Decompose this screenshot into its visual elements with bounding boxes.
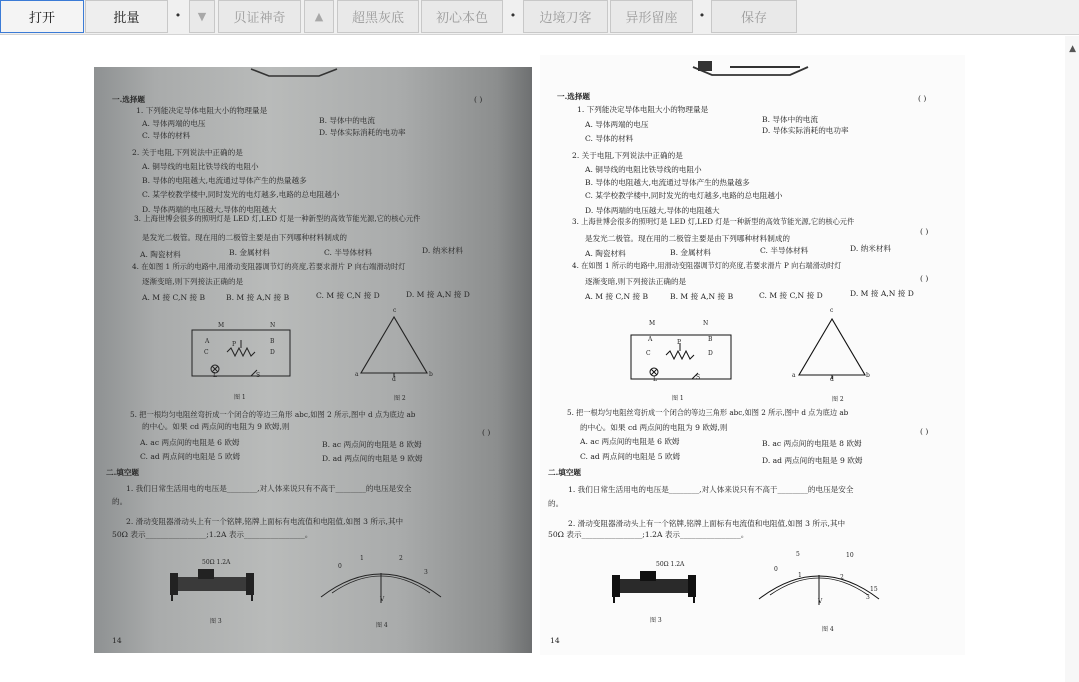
processed-scan-page [540, 55, 965, 655]
option-text: C. M 接 C,N 接 D [316, 291, 380, 300]
option-text: D. M 接 A,N 接 D [850, 289, 914, 298]
question-text: 2. 关于电阻,下列说法中正确的是 [132, 148, 243, 157]
original-photo-page [94, 67, 532, 653]
question-text: 50Ω 表示________________;1.2A 表示________________。 [548, 530, 749, 539]
circuit-label: P [232, 341, 237, 348]
circuit-label: N [270, 322, 276, 329]
option-text: B. ac 两点间的电阻是 8 欧姆 [322, 440, 422, 449]
nameplate-label: 50Ω 1.2A [202, 559, 231, 566]
option-text: B. 金属材料 [670, 248, 711, 257]
triangle-label: c [830, 307, 834, 314]
answer-paren: ( ) [920, 274, 929, 283]
rheostat-image [168, 567, 258, 603]
circuit-label: S [696, 374, 701, 381]
option-text: B. M 接 A,N 接 B [670, 292, 734, 301]
up-arrow-button[interactable] [304, 0, 334, 33]
option-text: D. 纳米材料 [850, 244, 892, 253]
separator-dot: • [174, 9, 182, 22]
answer-paren: ( ) [482, 428, 491, 437]
irregular-button[interactable]: 异形留座 [610, 0, 693, 33]
option-text: A. 导体两端的电压 [142, 119, 206, 128]
down-arrow-button[interactable] [189, 0, 215, 33]
option-text: D. 导体两端的电压越大,导体的电阻越大 [142, 205, 277, 214]
option-text: C. 半导体材料 [760, 246, 809, 255]
option-text: A. 陶瓷材料 [140, 250, 181, 259]
triangle-label: a [792, 372, 796, 379]
question-text: 3. 上海世博会很多的照明灯是 LED 灯,LED 灯是一种新型的高效节能光源,它的核心元件 [572, 217, 855, 226]
triangle-diagram [359, 315, 429, 377]
circuit-label: N [703, 320, 709, 327]
open-button[interactable]: 打开 [0, 0, 84, 33]
question-text: 是发光二极管。现在用的二极管主要是由下列哪种材料制成的 [585, 234, 791, 243]
figure-caption: 图 4 [376, 622, 388, 629]
edge-cut-button[interactable]: 边境刀客 [523, 0, 608, 33]
circuit-label: S [256, 372, 261, 379]
proof-button[interactable]: 贝证神奇 [218, 0, 301, 33]
answer-paren: ( ) [920, 427, 929, 436]
option-text: D. M 接 A,N 接 D [406, 290, 470, 299]
dial-label: 1 [798, 572, 802, 579]
triangle-label: d [830, 376, 834, 383]
figure-caption: 图 3 [210, 618, 222, 625]
dial-label: 2 [840, 574, 844, 581]
option-text: A. 铜导线的电阻比铁导线的电阻小 [142, 162, 259, 171]
option-text: A. M 接 C,N 接 B [585, 292, 649, 301]
option-text: A. ac 两点间的电阻是 6 欧姆 [580, 437, 680, 446]
scrollbar[interactable] [1065, 36, 1079, 682]
page-number: 14 [112, 636, 122, 645]
option-text: B. M 接 A,N 接 B [226, 293, 290, 302]
triangle-up-icon: ▲ [314, 10, 324, 23]
dial-label: 3 [866, 594, 870, 601]
original-color-button[interactable]: 初心本色 [421, 0, 503, 33]
circuit-label: B [270, 338, 275, 345]
scroll-up-icon[interactable]: ▲ [1069, 44, 1076, 54]
figure-caption: 图 2 [832, 396, 844, 403]
toolbar [0, 0, 1079, 35]
option-text: C. 某学校教学楼中,同时发光的电灯越多,电路的总电阻越小 [585, 191, 783, 200]
option-text: A. M 接 C,N 接 B [142, 293, 206, 302]
figure-caption: 图 4 [822, 626, 834, 633]
option-text: B. 金属材料 [229, 248, 270, 257]
option-text: C. ad 两点间的电阻是 5 欧姆 [580, 452, 681, 461]
circuit-label: L [213, 372, 217, 379]
dial-label: V [818, 598, 823, 605]
triangle-label: d [392, 376, 396, 383]
dial-label: 1 [360, 555, 364, 562]
question-text: 的。 [548, 499, 564, 508]
option-text: B. 导体的电阻越大,电流通过导体产生的热量越多 [585, 178, 750, 187]
circuit-diagram [628, 327, 740, 387]
question-text: 是发光二极管。现在用的二极管主要是由下列哪种材料制成的 [142, 233, 348, 242]
figure-caption: 图 1 [672, 395, 684, 402]
figure-caption: 图 1 [234, 394, 246, 401]
triangle-label: c [393, 307, 397, 314]
dial-label: 10 [846, 552, 854, 559]
question-text: 的。 [112, 497, 128, 506]
option-text: A. 陶瓷材料 [585, 249, 626, 258]
circuit-label: P [677, 339, 682, 346]
header-decoration [690, 57, 810, 79]
question-text: 50Ω 表示________________;1.2A 表示________________。 [112, 530, 313, 539]
batch-button[interactable]: 批量 [85, 0, 168, 33]
option-text: D. 纳米材料 [422, 246, 464, 255]
option-text: C. 导体的材料 [142, 131, 191, 140]
separator-dot: • [698, 9, 706, 22]
section-title: 二.填空题 [106, 468, 140, 477]
circuit-label: M [649, 320, 656, 327]
circuit-label: B [708, 336, 713, 343]
save-button[interactable]: 保存 [711, 0, 797, 33]
question-text: 的中心。如果 cd 两点间的电阻为 9 欧姆,则 [580, 423, 728, 432]
triangle-label: a [355, 371, 359, 378]
option-text: D. 导体实际消耗的电功率 [762, 126, 849, 135]
section-title: 二.填空题 [548, 468, 582, 477]
dark-gray-button[interactable]: 超黑灰底 [337, 0, 419, 33]
separator-dot: • [509, 9, 517, 22]
triangle-label: b [866, 372, 870, 379]
circuit-label: C [646, 350, 651, 357]
section-title: 一.选择题 [112, 95, 146, 104]
option-text: C. ad 两点间的电阻是 5 欧姆 [140, 452, 241, 461]
question-text: 4. 在如图 1 所示的电路中,用滑动变阻器调节灯的亮度,若要求滑片 P 向右端滑动时灯 [572, 261, 842, 270]
dial-label: 2 [399, 555, 403, 562]
option-text: C. M 接 C,N 接 D [759, 291, 823, 300]
nameplate-label: 50Ω 1.2A [656, 561, 685, 568]
option-text: C. 半导体材料 [324, 248, 373, 257]
option-text: A. 导体两端的电压 [585, 120, 649, 129]
rheostat-image [610, 569, 700, 605]
triangle-down-icon: ▼ [197, 10, 207, 23]
circuit-label: L [653, 376, 657, 383]
question-text: 逐渐变暗,则下列接法正确的是 [585, 277, 687, 286]
question-text: 1. 我们日常生活用电的电压是________,对人体来说只有不高于________的电压是安全 [568, 485, 854, 494]
option-text: A. ac 两点间的电阻是 6 欧姆 [140, 438, 240, 447]
question-text: 2. 关于电阻,下列说法中正确的是 [572, 151, 683, 160]
page-number: 14 [550, 636, 560, 645]
question-text: 1. 下列能决定导体电阻大小的物理量是 [577, 105, 709, 114]
dial-label: 3 [424, 569, 428, 576]
circuit-label: C [204, 349, 209, 356]
option-text: D. ad 两点间的电阻是 9 欧姆 [762, 456, 863, 465]
circuit-label: D [270, 349, 275, 356]
dial-label: 0 [774, 566, 778, 573]
question-text: 5. 把一根均匀电阻丝弯折成一个闭合的等边三角形 abc,如图 2 所示,图中 d 点为底边 ab [567, 408, 849, 417]
figure-caption: 图 3 [650, 617, 662, 624]
header-decoration [249, 67, 339, 79]
triangle-diagram [797, 317, 867, 379]
option-text: D. 导体实际消耗的电功率 [319, 128, 406, 137]
option-text: D. ad 两点间的电阻是 9 欧姆 [322, 454, 423, 463]
option-text: A. 铜导线的电阻比铁导线的电阻小 [585, 165, 702, 174]
circuit-label: A [648, 336, 653, 343]
answer-paren: ( ) [474, 95, 483, 104]
question-text: 5. 把一根均匀电阻丝弯折成一个闭合的等边三角形 abc,如图 2 所示,图中 d 点为底边 ab [130, 410, 416, 419]
triangle-label: b [429, 371, 433, 378]
answer-paren: ( ) [920, 227, 929, 236]
question-text: 2. 滑动变阻器滑动头上有一个铭牌,铭牌上面标有电流值和电阻值,如图 3 所示,其中 [568, 519, 846, 528]
dial-label: 0 [338, 563, 342, 570]
question-text: 1. 我们日常生活用电的电压是________,对人体来说只有不高于________的电压是安全 [126, 484, 412, 493]
question-text: 2. 滑动变阻器滑动头上有一个铭牌,铭牌上面标有电流值和电阻值,如图 3 所示,其中 [126, 517, 404, 526]
option-text: B. ac 两点间的电阻是 8 欧姆 [762, 439, 862, 448]
circuit-label: M [218, 322, 225, 329]
figure-caption: 图 2 [394, 395, 406, 402]
circuit-label: D [708, 350, 713, 357]
dial-label: V [380, 596, 385, 603]
option-text: C. 某学校教学楼中,同时发光的电灯越多,电路的总电阻越小 [142, 190, 340, 199]
question-text: 的中心。如果 cd 两点间的电阻为 9 欧姆,则 [142, 422, 290, 431]
dial-label: 5 [796, 551, 800, 558]
dial-label: 15 [870, 586, 878, 593]
section-title: 一.选择题 [557, 92, 591, 101]
circuit-label: A [205, 338, 210, 345]
question-text: 4. 在如图 1 所示的电路中,用滑动变阻器调节灯的亮度,若要求滑片 P 向右端滑动时灯 [132, 262, 406, 271]
answer-paren: ( ) [918, 94, 927, 103]
option-text: D. 导体两端的电压越大,导体的电阻越大 [585, 206, 720, 215]
option-text: B. 导体的电阻越大,电流通过导体产生的热量越多 [142, 176, 307, 185]
question-text: 1. 下列能决定导体电阻大小的物理量是 [136, 106, 268, 115]
option-text: B. 导体中的电流 [762, 115, 818, 124]
option-text: B. 导体中的电流 [319, 116, 375, 125]
option-text: C. 导体的材料 [585, 134, 634, 143]
question-text: 3. 上海世博会很多的照明灯是 LED 灯,LED 灯是一种新型的高效节能光源,它的核心元件 [134, 214, 421, 223]
question-text: 逐渐变暗,则下列接法正确的是 [142, 277, 244, 286]
